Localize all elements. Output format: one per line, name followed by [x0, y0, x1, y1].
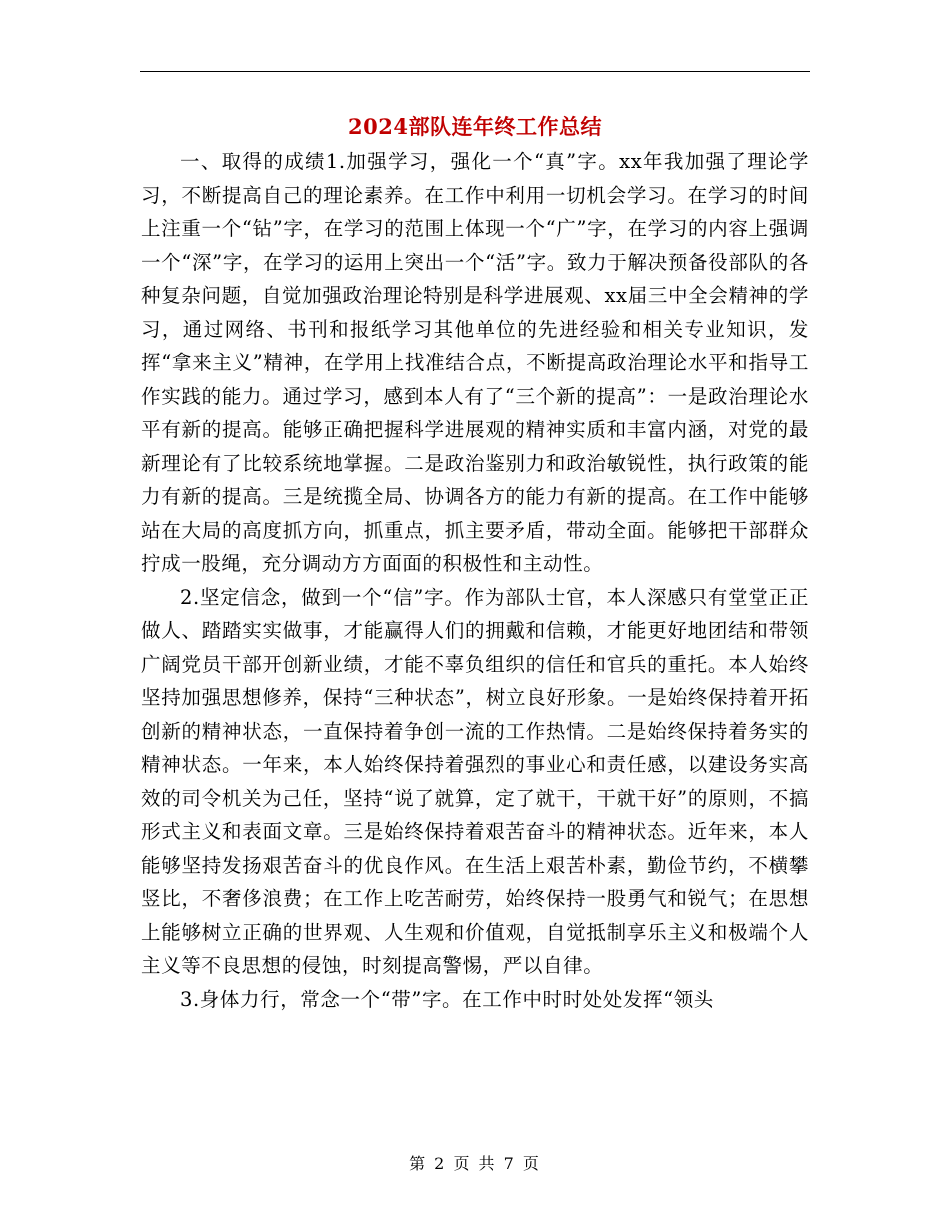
paragraph-lead-by-example: 3.身体力行，常念一个“带”字。在工作中时时处处发挥“领头	[180, 987, 714, 1011]
document-body	[141, 145, 809, 1016]
paragraph-belief: 2.坚定信念，做到一个“信”字。作为部队士官，本人深感只有堂堂正正做人、踏踏实实做事，才能赢得人们的拥戴和信赖，才能更好地团结和带领广阔党员干部开创新业绩，才能不辜负组织的信任和官兵的重托。本人始终坚持加强思想修养，保持“三种状态”，树立良好形象。一是始终保持着开拓创新的精神状态，一直保持着争创一流的工作热情。二是始终保持着务实的精神状态。一年来，本人始终保持着强烈的事业心和责任感，以建设务实高效的司令机关为己任，坚持“说了就算，定了就干，干就干好”的原则，不搞形式主义和表面文章。三是始终保持着艰苦奋斗的精神状态。近年来，本人能够坚持发扬艰苦奋斗的优良作风。在生活上艰苦朴素，勤俭节约，不横攀竖比，不奢侈浪费；在工作上吃苦耐劳，始终保持一股勇气和锐气；在思想上能够树立正确的世界观、人生观和价值观，自觉抵制享乐主义和极端个人主义等不良思想的侵蚀，时刻提高警惕，严以自律。	[141, 585, 809, 977]
page-footer: 第 2 页 共 7 页	[409, 1154, 541, 1173]
header-rule	[140, 71, 810, 72]
document-title: 2024部队连年终工作总结	[348, 114, 602, 139]
paragraph-achievements-study: 一、取得的成绩1.加强学习，强化一个“真”字。xx年我加强了理论学习，不断提高自己的理论素养。在工作中利用一切机会学习。在学习的时间上注重一个“钻”字，在学习的范围上体现一个“广”字，在学习的内容上强调一个“深”字，在学习的运用上突出一个“活”字。致力于解决预备役部队的各种复杂问题，自觉加强政治理论特别是科学进展观、xx届三中全会精神的学习，通过网络、书刊和报纸学习其他单位的先进经验和相关专业知识，发挥“拿来主义”精神，在学用上找准结合点，不断提高政治理论水平和指导工作实践的能力。通过学习，感到本人有了“三个新的提高”：一是政治理论水平有新的提高。能够正确把握科学进展观的精神实质和丰富内涵，对党的最新理论有了比较系统地掌握。二是政治鉴别力和政治敏锐性，执行政策的能力有新的提高。三是统揽全局、协调各方的能力有新的提高。在工作中能够站在大局的高度抓方向，抓重点，抓主要矛盾，带动全面。能够把干部群众拧成一股绳，充分调动方方面面的积极性和主动性。	[141, 150, 809, 575]
